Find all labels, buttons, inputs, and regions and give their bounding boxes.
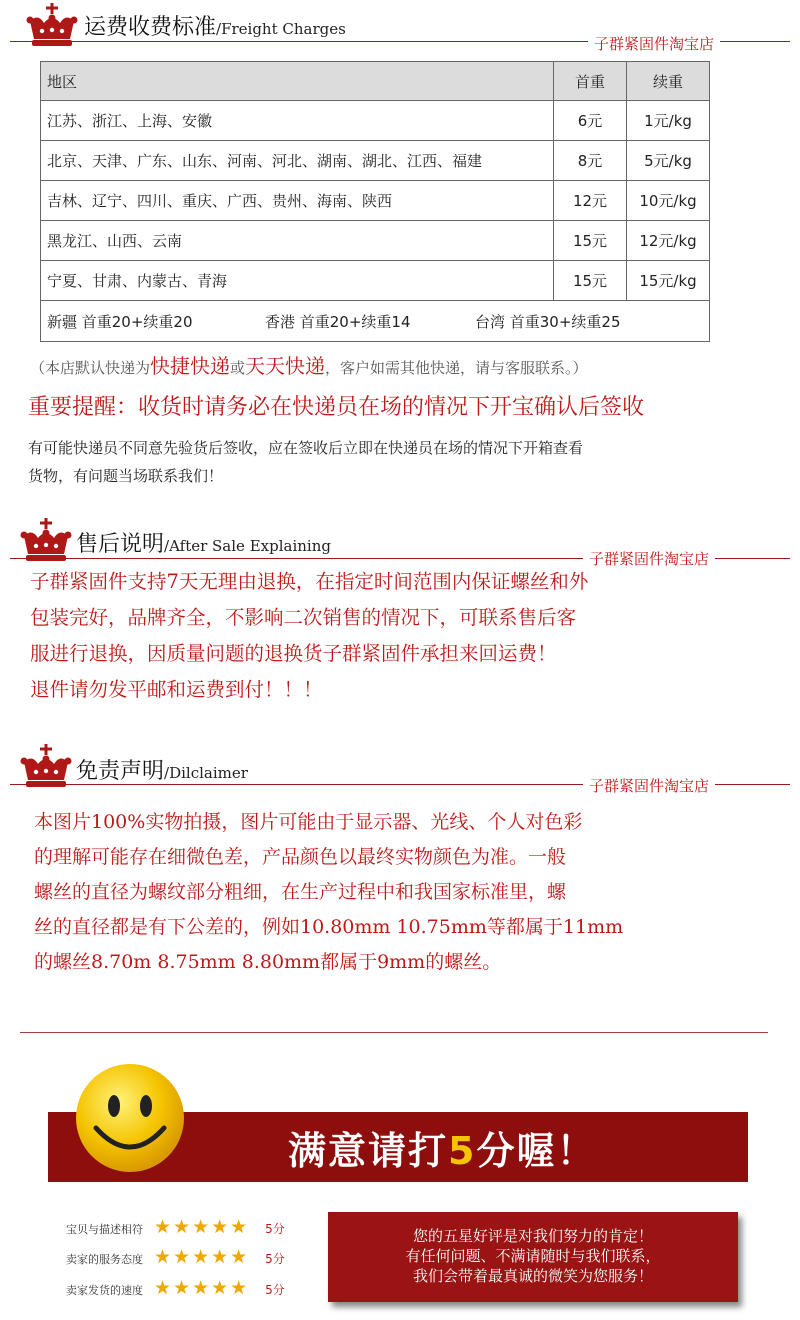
table-row	[41, 181, 710, 221]
thanks-line: 我们会带着最真诚的微笑为您服务！	[412, 1267, 653, 1285]
table-row	[41, 261, 710, 301]
rating-score: 5分	[265, 1222, 285, 1236]
col-first-weight: 首重	[554, 62, 627, 101]
rating-score: 5分	[265, 1283, 285, 1297]
first-weight-cell: 8元	[554, 141, 627, 181]
freight-title	[84, 10, 346, 41]
extra-weight-cell: 5元/kg	[627, 141, 710, 181]
region-cell: 宁夏、甘肃、内蒙古、青海	[41, 261, 554, 301]
rating-label: 宝贝与描述相符	[66, 1223, 143, 1236]
star-icon: ★★★★★	[154, 1216, 250, 1238]
aftersale-line: 子群紧固件支持7天无理由退换，在指定时间范围内保证螺丝和外	[30, 570, 589, 593]
extra-weight-cell: 12元/kg	[627, 221, 710, 261]
aftersale-line: 退件请勿发平邮和运费到付！！！	[30, 678, 323, 701]
col-extra-weight: 续重	[627, 62, 710, 101]
region-cell: 吉林、辽宁、四川、重庆、广西、贵州、海南、陕西	[41, 181, 554, 221]
special-xinjiang: 新疆 首重20+续重20	[47, 312, 193, 331]
extra-weight-cell: 1元/kg	[627, 101, 710, 141]
aftersale-line: 服进行退换，因质量问题的退换货子群紧固件承担来回运费！	[30, 642, 557, 665]
rating-label: 卖家发货的速度	[66, 1284, 143, 1297]
disclaimer-line: 的螺丝8.70m 8.75mm 8.80mm都属于9mm的螺丝。	[34, 951, 502, 973]
disclaimer-line: 的理解可能存在细微色差，产品颜色以最终实物颜色为准。一般	[34, 846, 567, 868]
disclaimer-title-en: /Dilclaimer	[164, 764, 248, 782]
reminder-line: 有可能快递员不同意先验货后签收，应在签收后立即在快递员在场的情况下开箱查看	[28, 439, 584, 457]
region-cell: 江苏、浙江、上海、安徽	[41, 101, 554, 141]
aftersale-title-en: /After Sale Explaining	[164, 537, 331, 555]
banner-text	[288, 1120, 596, 1175]
first-weight-cell: 15元	[554, 261, 627, 301]
shop-name: 子群紧固件淘宝店	[583, 775, 715, 796]
aftersale-title-cn: 售后说明	[76, 532, 165, 557]
col-region: 地区	[41, 62, 554, 101]
divider	[20, 1032, 768, 1033]
disclaimer-line: 丝的直径都是有下公差的，例如10.80mm 10.75mm等都属于11mm	[34, 916, 624, 938]
freight-title-cn: 运费收费标准	[84, 15, 217, 40]
banner-text-post: 分喔！	[476, 1129, 597, 1173]
crown-icon	[18, 744, 74, 788]
banner-text-pre: 满意请打	[288, 1129, 449, 1173]
shop-name: 子群紧固件淘宝店	[583, 548, 715, 569]
rating-shipping	[66, 1277, 285, 1299]
table-header-row	[41, 62, 710, 101]
rating-label: 卖家的服务态度	[66, 1253, 143, 1266]
courier-note-pre: （本店默认快递为	[30, 359, 151, 377]
special-regions-row	[41, 301, 710, 342]
courier-note	[30, 350, 588, 379]
special-hongkong: 香港 首重20+续重14	[265, 312, 411, 331]
thanks-box	[328, 1212, 738, 1302]
first-weight-cell: 15元	[554, 221, 627, 261]
rating-description	[66, 1216, 285, 1238]
rating-score: 5分	[265, 1252, 285, 1266]
disclaimer-line: 螺丝的直径为螺纹部分粗细，在生产过程中和我国家标准里，螺	[34, 881, 567, 903]
shop-name: 子群紧固件淘宝店	[588, 33, 720, 54]
disclaimer-title-cn: 免责声明	[76, 759, 165, 784]
rating-service	[66, 1246, 285, 1268]
thanks-line: 您的五星好评是对我们努力的肯定！	[412, 1227, 653, 1245]
table-row	[41, 141, 710, 181]
star-icon: ★★★★★	[154, 1277, 250, 1299]
smiley-icon	[74, 1062, 186, 1174]
table-row	[41, 101, 710, 141]
table-row	[41, 221, 710, 261]
courier-note-post: ，客户如需其他快递，请与客服联系。）	[325, 359, 588, 377]
disclaimer-text	[34, 805, 623, 980]
disclaimer-line: 本图片100%实物拍摄，图片可能由于显示器、光线、个人对色彩	[34, 811, 583, 833]
courier-tiantian: 天天快递	[245, 354, 326, 378]
thanks-line: 有任何问题、不满请随时与我们联系，	[405, 1247, 661, 1265]
banner-number: 5	[448, 1129, 477, 1173]
reminder-line: 货物，有问题当场联系我们！	[28, 467, 224, 485]
courier-note-or: 或	[230, 359, 246, 377]
extra-weight-cell: 10元/kg	[627, 181, 710, 221]
first-weight-cell: 6元	[554, 101, 627, 141]
aftersale-title	[76, 527, 331, 558]
star-icon: ★★★★★	[154, 1246, 250, 1268]
aftersale-line: 包装完好，品牌齐全，不影响二次销售的情况下，可联系售后客	[30, 606, 577, 629]
freight-title-en: /Freight Charges	[216, 20, 346, 38]
freight-table	[40, 61, 710, 342]
disclaimer-title	[76, 754, 248, 785]
important-reminder: 重要提醒：收货时请务必在快递员在场的情况下开宝确认后签收	[28, 395, 645, 420]
first-weight-cell: 12元	[554, 181, 627, 221]
extra-weight-cell: 15元/kg	[627, 261, 710, 301]
region-cell: 黑龙江、山西、云南	[41, 221, 554, 261]
aftersale-text	[30, 564, 588, 708]
reminder-body	[28, 434, 583, 490]
courier-kuaijie: 快捷快递	[150, 354, 231, 378]
crown-icon	[18, 518, 74, 562]
region-cell: 北京、天津、广东、山东、河南、河北、湖南、湖北、江西、福建	[41, 141, 554, 181]
special-taiwan: 台湾 首重30+续重25	[475, 312, 621, 331]
